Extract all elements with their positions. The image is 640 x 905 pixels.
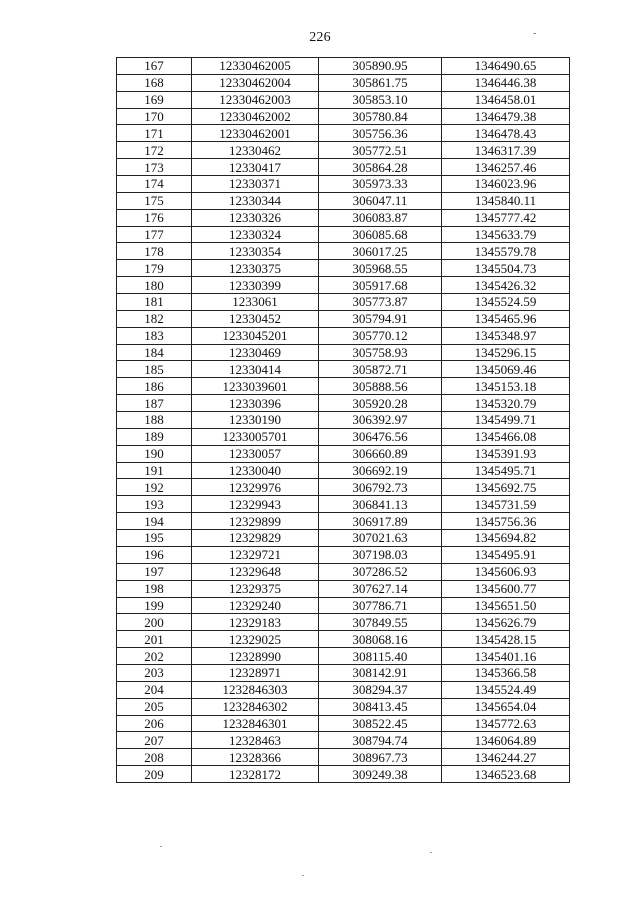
y-coordinate-cell: 1346244.27 bbox=[442, 749, 570, 766]
scan-speck bbox=[160, 846, 162, 847]
y-coordinate-cell: 1345401.16 bbox=[442, 648, 570, 665]
table-row bbox=[117, 732, 570, 749]
point-number-cell: 177 bbox=[117, 226, 192, 243]
x-coordinate-cell: 306692.19 bbox=[319, 462, 442, 479]
table-row bbox=[117, 766, 570, 783]
y-coordinate-cell: 1345069.46 bbox=[442, 361, 570, 378]
y-coordinate-cell: 1345499.71 bbox=[442, 412, 570, 429]
x-coordinate-cell: 308115.40 bbox=[319, 648, 442, 665]
point-number-cell: 182 bbox=[117, 310, 192, 327]
y-coordinate-cell: 1345495.91 bbox=[442, 546, 570, 563]
point-id-cell: 1233005701 bbox=[192, 428, 319, 445]
y-coordinate-cell: 1346064.89 bbox=[442, 732, 570, 749]
table-row bbox=[117, 58, 570, 75]
point-id-cell: 12330040 bbox=[192, 462, 319, 479]
point-id-cell: 12329648 bbox=[192, 563, 319, 580]
table-row bbox=[117, 327, 570, 344]
x-coordinate-cell: 308794.74 bbox=[319, 732, 442, 749]
x-coordinate-cell: 306917.89 bbox=[319, 513, 442, 530]
table-row bbox=[117, 546, 570, 563]
table-row bbox=[117, 294, 570, 311]
point-id-cell: 12328172 bbox=[192, 766, 319, 783]
coordinates-table-body bbox=[117, 58, 570, 783]
x-coordinate-cell: 306841.13 bbox=[319, 496, 442, 513]
y-coordinate-cell: 1345772.63 bbox=[442, 715, 570, 732]
point-id-cell: 12330462002 bbox=[192, 108, 319, 125]
x-coordinate-cell: 307627.14 bbox=[319, 580, 442, 597]
x-coordinate-cell: 308967.73 bbox=[319, 749, 442, 766]
x-coordinate-cell: 305861.75 bbox=[319, 74, 442, 91]
coordinates-table bbox=[116, 57, 570, 783]
point-number-cell: 179 bbox=[117, 260, 192, 277]
x-coordinate-cell: 305917.68 bbox=[319, 277, 442, 294]
point-id-cell: 12328990 bbox=[192, 648, 319, 665]
table-row bbox=[117, 597, 570, 614]
x-coordinate-cell: 305864.28 bbox=[319, 159, 442, 176]
table-row bbox=[117, 142, 570, 159]
point-number-cell: 187 bbox=[117, 395, 192, 412]
point-number-cell: 180 bbox=[117, 277, 192, 294]
point-id-cell: 1232846301 bbox=[192, 715, 319, 732]
point-id-cell: 12330344 bbox=[192, 192, 319, 209]
point-number-cell: 178 bbox=[117, 243, 192, 260]
table-row bbox=[117, 631, 570, 648]
y-coordinate-cell: 1345692.75 bbox=[442, 479, 570, 496]
x-coordinate-cell: 305756.36 bbox=[319, 125, 442, 142]
point-number-cell: 208 bbox=[117, 749, 192, 766]
point-number-cell: 189 bbox=[117, 428, 192, 445]
y-coordinate-cell: 1345840.11 bbox=[442, 192, 570, 209]
table-row bbox=[117, 496, 570, 513]
point-id-cell: 12330452 bbox=[192, 310, 319, 327]
y-coordinate-cell: 1346490.65 bbox=[442, 58, 570, 75]
table-row bbox=[117, 108, 570, 125]
point-number-cell: 195 bbox=[117, 530, 192, 547]
x-coordinate-cell: 305773.87 bbox=[319, 294, 442, 311]
point-id-cell: 12328971 bbox=[192, 664, 319, 681]
y-coordinate-cell: 1345606.93 bbox=[442, 563, 570, 580]
point-id-cell: 12329943 bbox=[192, 496, 319, 513]
y-coordinate-cell: 1345524.59 bbox=[442, 294, 570, 311]
table-row bbox=[117, 277, 570, 294]
table-row bbox=[117, 749, 570, 766]
point-id-cell: 12330462 bbox=[192, 142, 319, 159]
table-row bbox=[117, 361, 570, 378]
y-coordinate-cell: 1345366.58 bbox=[442, 664, 570, 681]
x-coordinate-cell: 305968.55 bbox=[319, 260, 442, 277]
point-id-cell: 12329899 bbox=[192, 513, 319, 530]
x-coordinate-cell: 305973.33 bbox=[319, 176, 442, 193]
table-row bbox=[117, 395, 570, 412]
y-coordinate-cell: 1346458.01 bbox=[442, 91, 570, 108]
point-number-cell: 181 bbox=[117, 294, 192, 311]
y-coordinate-cell: 1345320.79 bbox=[442, 395, 570, 412]
header-mark: - bbox=[533, 28, 537, 39]
table-row bbox=[117, 445, 570, 462]
x-coordinate-cell: 308294.37 bbox=[319, 681, 442, 698]
point-number-cell: 168 bbox=[117, 74, 192, 91]
x-coordinate-cell: 306660.89 bbox=[319, 445, 442, 462]
y-coordinate-cell: 1346317.39 bbox=[442, 142, 570, 159]
scan-speck bbox=[302, 875, 304, 876]
table-row bbox=[117, 378, 570, 395]
y-coordinate-cell: 1345348.97 bbox=[442, 327, 570, 344]
point-id-cell: 12330462001 bbox=[192, 125, 319, 142]
point-number-cell: 198 bbox=[117, 580, 192, 597]
table-row bbox=[117, 91, 570, 108]
table-row bbox=[117, 530, 570, 547]
table-row bbox=[117, 428, 570, 445]
point-number-cell: 197 bbox=[117, 563, 192, 580]
x-coordinate-cell: 307786.71 bbox=[319, 597, 442, 614]
point-number-cell: 207 bbox=[117, 732, 192, 749]
table-row bbox=[117, 614, 570, 631]
x-coordinate-cell: 305853.10 bbox=[319, 91, 442, 108]
point-id-cell: 12329829 bbox=[192, 530, 319, 547]
point-id-cell: 1233039601 bbox=[192, 378, 319, 395]
table-row bbox=[117, 715, 570, 732]
point-id-cell: 12330469 bbox=[192, 344, 319, 361]
y-coordinate-cell: 1345296.15 bbox=[442, 344, 570, 361]
y-coordinate-cell: 1346523.68 bbox=[442, 766, 570, 783]
point-number-cell: 204 bbox=[117, 681, 192, 698]
point-number-cell: 193 bbox=[117, 496, 192, 513]
point-id-cell: 12330354 bbox=[192, 243, 319, 260]
point-number-cell: 190 bbox=[117, 445, 192, 462]
point-id-cell: 12330375 bbox=[192, 260, 319, 277]
y-coordinate-cell: 1346479.38 bbox=[442, 108, 570, 125]
point-number-cell: 184 bbox=[117, 344, 192, 361]
point-id-cell: 12329025 bbox=[192, 631, 319, 648]
y-coordinate-cell: 1345777.42 bbox=[442, 209, 570, 226]
point-number-cell: 169 bbox=[117, 91, 192, 108]
point-number-cell: 206 bbox=[117, 715, 192, 732]
table-row bbox=[117, 176, 570, 193]
x-coordinate-cell: 307286.52 bbox=[319, 563, 442, 580]
point-id-cell: 12329375 bbox=[192, 580, 319, 597]
y-coordinate-cell: 1346446.38 bbox=[442, 74, 570, 91]
point-id-cell: 12330417 bbox=[192, 159, 319, 176]
point-id-cell: 12329183 bbox=[192, 614, 319, 631]
point-id-cell: 12330462004 bbox=[192, 74, 319, 91]
table-row bbox=[117, 159, 570, 176]
point-number-cell: 186 bbox=[117, 378, 192, 395]
point-number-cell: 200 bbox=[117, 614, 192, 631]
point-number-cell: 209 bbox=[117, 766, 192, 783]
point-id-cell: 12330462003 bbox=[192, 91, 319, 108]
table-row bbox=[117, 664, 570, 681]
point-id-cell: 12329721 bbox=[192, 546, 319, 563]
y-coordinate-cell: 1345426.32 bbox=[442, 277, 570, 294]
y-coordinate-cell: 1345756.36 bbox=[442, 513, 570, 530]
table-row bbox=[117, 563, 570, 580]
point-number-cell: 196 bbox=[117, 546, 192, 563]
x-coordinate-cell: 308522.45 bbox=[319, 715, 442, 732]
y-coordinate-cell: 1345600.77 bbox=[442, 580, 570, 597]
point-number-cell: 203 bbox=[117, 664, 192, 681]
table-row bbox=[117, 580, 570, 597]
x-coordinate-cell: 307849.55 bbox=[319, 614, 442, 631]
y-coordinate-cell: 1345579.78 bbox=[442, 243, 570, 260]
point-number-cell: 183 bbox=[117, 327, 192, 344]
point-number-cell: 192 bbox=[117, 479, 192, 496]
point-number-cell: 201 bbox=[117, 631, 192, 648]
x-coordinate-cell: 306392.97 bbox=[319, 412, 442, 429]
point-number-cell: 174 bbox=[117, 176, 192, 193]
y-coordinate-cell: 1345504.73 bbox=[442, 260, 570, 277]
y-coordinate-cell: 1346023.96 bbox=[442, 176, 570, 193]
x-coordinate-cell: 308068.16 bbox=[319, 631, 442, 648]
point-number-cell: 167 bbox=[117, 58, 192, 75]
point-number-cell: 175 bbox=[117, 192, 192, 209]
point-id-cell: 12330190 bbox=[192, 412, 319, 429]
point-id-cell: 12328463 bbox=[192, 732, 319, 749]
point-number-cell: 171 bbox=[117, 125, 192, 142]
table-row bbox=[117, 681, 570, 698]
point-number-cell: 194 bbox=[117, 513, 192, 530]
point-number-cell: 205 bbox=[117, 698, 192, 715]
point-id-cell: 12330396 bbox=[192, 395, 319, 412]
point-id-cell: 12329240 bbox=[192, 597, 319, 614]
point-id-cell: 1232846302 bbox=[192, 698, 319, 715]
table-row bbox=[117, 412, 570, 429]
y-coordinate-cell: 1346257.46 bbox=[442, 159, 570, 176]
point-number-cell: 202 bbox=[117, 648, 192, 665]
point-id-cell: 12330462005 bbox=[192, 58, 319, 75]
table-row bbox=[117, 310, 570, 327]
point-id-cell: 1233061 bbox=[192, 294, 319, 311]
point-id-cell: 12330326 bbox=[192, 209, 319, 226]
x-coordinate-cell: 305794.91 bbox=[319, 310, 442, 327]
page-number: 226 bbox=[309, 30, 331, 45]
x-coordinate-cell: 306476.56 bbox=[319, 428, 442, 445]
table-row bbox=[117, 243, 570, 260]
point-id-cell: 12330414 bbox=[192, 361, 319, 378]
y-coordinate-cell: 1345731.59 bbox=[442, 496, 570, 513]
x-coordinate-cell: 306017.25 bbox=[319, 243, 442, 260]
y-coordinate-cell: 1345524.49 bbox=[442, 681, 570, 698]
table-row bbox=[117, 462, 570, 479]
x-coordinate-cell: 306047.11 bbox=[319, 192, 442, 209]
point-id-cell: 12330057 bbox=[192, 445, 319, 462]
x-coordinate-cell: 305890.95 bbox=[319, 58, 442, 75]
x-coordinate-cell: 305872.71 bbox=[319, 361, 442, 378]
table-row bbox=[117, 698, 570, 715]
point-number-cell: 199 bbox=[117, 597, 192, 614]
scan-speck bbox=[430, 852, 432, 853]
table-row bbox=[117, 648, 570, 665]
point-id-cell: 1232846303 bbox=[192, 681, 319, 698]
y-coordinate-cell: 1345495.71 bbox=[442, 462, 570, 479]
y-coordinate-cell: 1345651.50 bbox=[442, 597, 570, 614]
x-coordinate-cell: 305780.84 bbox=[319, 108, 442, 125]
y-coordinate-cell: 1345694.82 bbox=[442, 530, 570, 547]
x-coordinate-cell: 305888.56 bbox=[319, 378, 442, 395]
point-id-cell: 12328366 bbox=[192, 749, 319, 766]
point-number-cell: 173 bbox=[117, 159, 192, 176]
table-row bbox=[117, 344, 570, 361]
y-coordinate-cell: 1345654.04 bbox=[442, 698, 570, 715]
x-coordinate-cell: 305758.93 bbox=[319, 344, 442, 361]
x-coordinate-cell: 305772.51 bbox=[319, 142, 442, 159]
table-row bbox=[117, 479, 570, 496]
x-coordinate-cell: 306083.87 bbox=[319, 209, 442, 226]
table-row bbox=[117, 260, 570, 277]
y-coordinate-cell: 1345633.79 bbox=[442, 226, 570, 243]
table-row bbox=[117, 209, 570, 226]
point-id-cell: 12329976 bbox=[192, 479, 319, 496]
y-coordinate-cell: 1345153.18 bbox=[442, 378, 570, 395]
point-number-cell: 185 bbox=[117, 361, 192, 378]
y-coordinate-cell: 1345428.15 bbox=[442, 631, 570, 648]
y-coordinate-cell: 1345466.08 bbox=[442, 428, 570, 445]
x-coordinate-cell: 306792.73 bbox=[319, 479, 442, 496]
x-coordinate-cell: 306085.68 bbox=[319, 226, 442, 243]
point-number-cell: 172 bbox=[117, 142, 192, 159]
point-number-cell: 176 bbox=[117, 209, 192, 226]
table-row bbox=[117, 513, 570, 530]
x-coordinate-cell: 307021.63 bbox=[319, 530, 442, 547]
y-coordinate-cell: 1345465.96 bbox=[442, 310, 570, 327]
point-number-cell: 170 bbox=[117, 108, 192, 125]
point-id-cell: 12330371 bbox=[192, 176, 319, 193]
x-coordinate-cell: 305770.12 bbox=[319, 327, 442, 344]
x-coordinate-cell: 308413.45 bbox=[319, 698, 442, 715]
x-coordinate-cell: 305920.28 bbox=[319, 395, 442, 412]
point-id-cell: 12330324 bbox=[192, 226, 319, 243]
x-coordinate-cell: 307198.03 bbox=[319, 546, 442, 563]
x-coordinate-cell: 308142.91 bbox=[319, 664, 442, 681]
table-row bbox=[117, 192, 570, 209]
y-coordinate-cell: 1346478.43 bbox=[442, 125, 570, 142]
point-number-cell: 191 bbox=[117, 462, 192, 479]
x-coordinate-cell: 309249.38 bbox=[319, 766, 442, 783]
table-row bbox=[117, 226, 570, 243]
point-number-cell: 188 bbox=[117, 412, 192, 429]
y-coordinate-cell: 1345626.79 bbox=[442, 614, 570, 631]
point-id-cell: 1233045201 bbox=[192, 327, 319, 344]
table-row bbox=[117, 125, 570, 142]
y-coordinate-cell: 1345391.93 bbox=[442, 445, 570, 462]
table-row bbox=[117, 74, 570, 91]
point-id-cell: 12330399 bbox=[192, 277, 319, 294]
